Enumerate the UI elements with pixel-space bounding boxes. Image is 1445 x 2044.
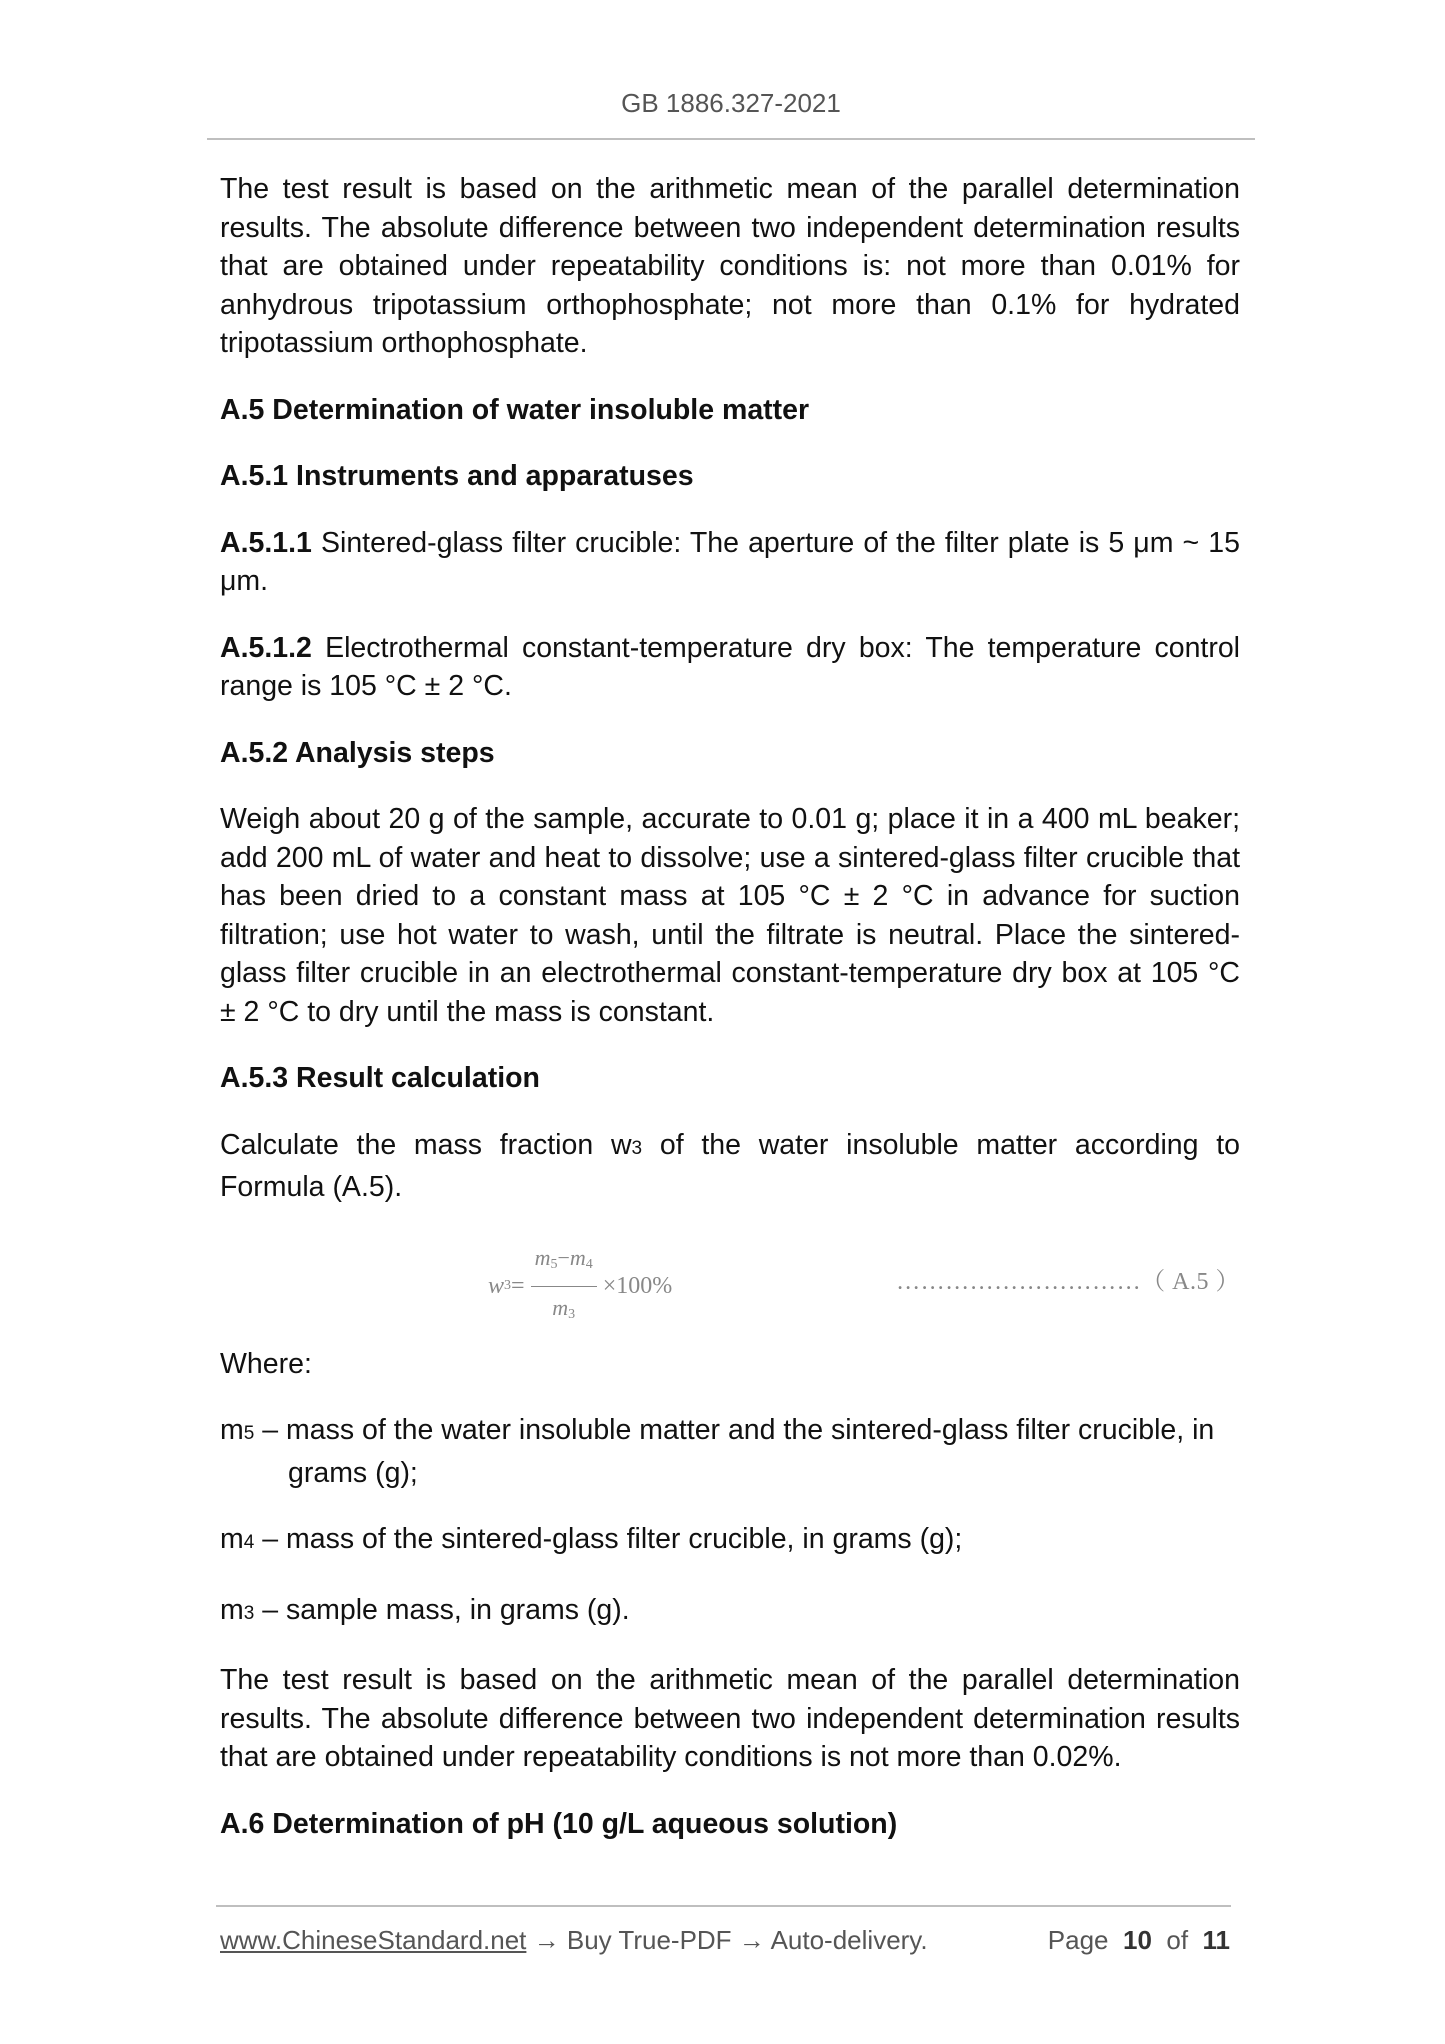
clause-number: A.5.1.2 xyxy=(220,631,312,664)
formula-a5 xyxy=(220,1235,1240,1325)
heading-a52: A.5.2 Analysis steps xyxy=(220,736,495,769)
formula-expression: w 3 = $\frac{m5-m4}{m3}$ ×100% xyxy=(488,1239,672,1335)
where-item-m5: m5 – mass of the water insoluble matter and the sintered-glass filter crucible, in grams (g); xyxy=(220,1414,1215,1489)
page-number: 10 xyxy=(1122,1925,1152,1955)
heading-a5: A.5 Determination of water insoluble matter xyxy=(220,393,810,426)
website-link[interactable]: www.ChineseStandard.net xyxy=(220,1925,527,1955)
page-footer xyxy=(220,1925,1230,1956)
where-label: Where: xyxy=(220,1347,312,1380)
clause-a511 xyxy=(220,524,1240,601)
formula-number: …………………………（ A.5 ） xyxy=(896,1268,1240,1295)
clause-a512 xyxy=(220,629,1240,706)
formula-fraction: $\frac{m5-m4}{m3}$ xyxy=(531,1239,597,1335)
paragraph-analysis-steps: Weigh about 20 g of the sample, accurate to 0.01 g; place it in a 400 mL beaker; add 200 mL of water and heat to dissolve; use a sintered-glass filter crucible that has been dried to a constant mass at 105 °C ± 2 °C in advance for suction filtration; use hot water to wash, until the filtrate is neutral. Place the sintered-glass filter crucible in an electrothermal constant-temperature dry box at 105 °C ± 2 °C to dry until the mass is constant. xyxy=(220,803,1240,1028)
clause-text: Electrothermal constant-temperature dry box: The temperature control range is 105 °C ± 2 °C. xyxy=(220,631,1241,702)
paragraph-precision-a4: The test result is based on the arithmetic mean of the parallel determination results. The absolute difference between two independent determination results that are obtained under repeatability conditions is: not more than 0.01% for anhydrous tripotassium orthophosphate; not more than 0.1% for hydrated tripotassium orthophosphate. xyxy=(220,173,1240,359)
page-total: 11 xyxy=(1202,1925,1230,1955)
clause-number: A.5.1.1 xyxy=(220,526,312,559)
footer-divider xyxy=(216,1905,1231,1907)
document-header: GB 1886.327-2021 xyxy=(621,88,841,118)
where-item-m4: m4 – mass of the sintered-glass filter crucible, in grams (g); xyxy=(220,1523,963,1555)
paragraph-calculation-intro: Calculate the mass fraction w3 of the water insoluble matter according to Formula (A.5). xyxy=(220,1128,1240,1203)
page-indicator: Page 10 of 11 xyxy=(1047,1925,1230,1955)
heading-a53: A.5.3 Result calculation xyxy=(220,1062,540,1094)
paragraph-precision-a5: The test result is based on the arithmetic mean of the parallel determination results. The absolute difference between two independent determination results that are obtained under repeatability conditions is not more than 0.02%. xyxy=(220,1664,1240,1773)
clause-text: Sintered-glass filter crucible: The aperture of the filter plate is 5 μm ~ 15 μm. xyxy=(220,526,1240,597)
header-divider xyxy=(207,138,1255,140)
heading-a6: A.6 Determination of pH (10 g/L aqueous solution) xyxy=(220,1807,898,1840)
heading-a51: A.5.1 Instruments and apparatuses xyxy=(220,460,694,492)
footer-tagline: → Buy True-PDF → Auto-delivery. xyxy=(526,1925,928,1955)
page-content xyxy=(220,170,1240,1871)
where-item-m3: m3 – sample mass, in grams (g). xyxy=(220,1593,630,1626)
